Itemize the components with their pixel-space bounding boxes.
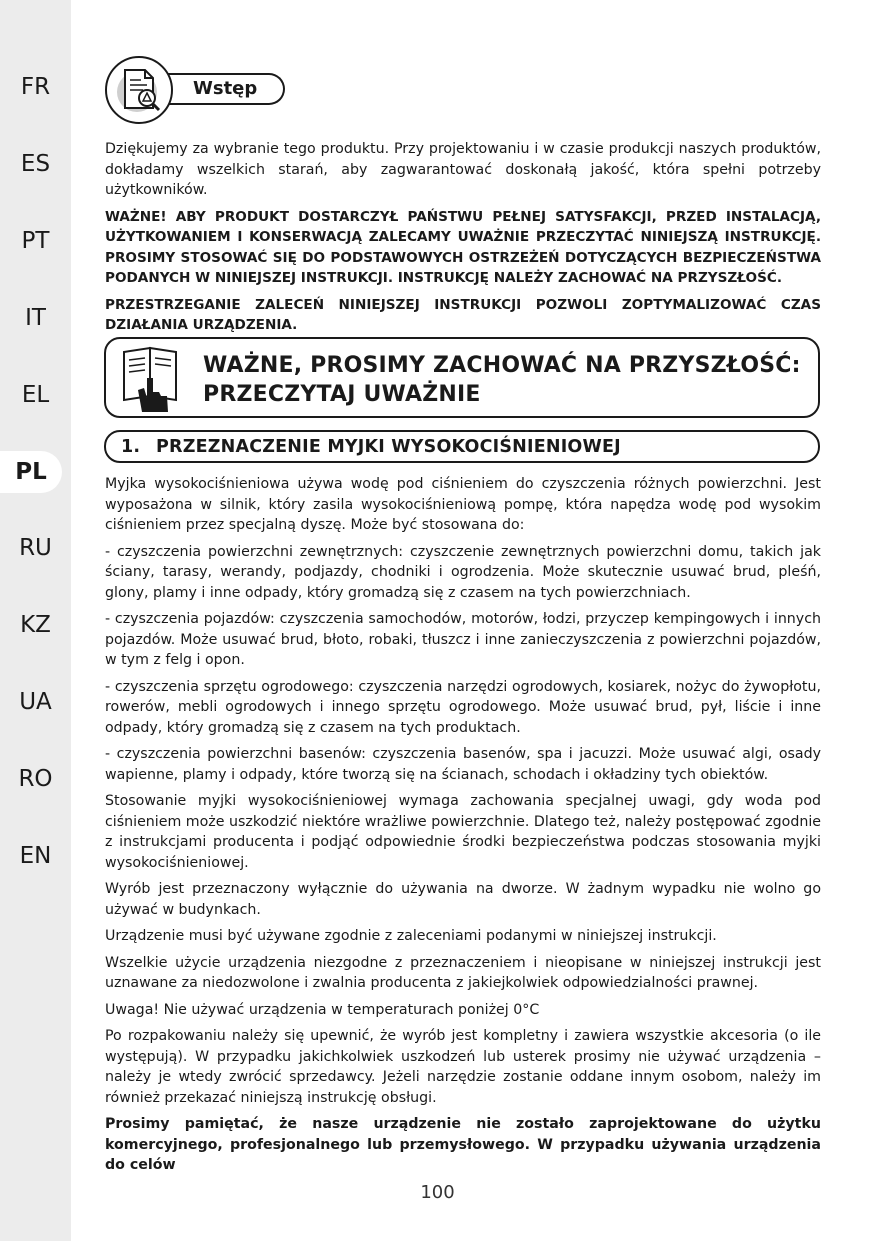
body-paragraph: Urządzenie musi być używane zgodnie z zaleceniami podanymi w niniejszej instrukcji. [105,928,717,944]
body-paragraph: - czyszczenia pojazdów: czyszczenia samochodów, motorów, łodzi, przyczep kempingowych i innych pojazdów. Może usuwać brud, błoto, robaki, tłuszcz i inne zanieczyszczenia z powierzchni pojazdów, w tym z felg i opon. [105,611,821,668]
section-number: 1. [121,437,141,457]
lang-pt[interactable]: PT [21,228,50,254]
body-paragraph: Wyrób jest przeznaczony wyłącznie do używania na dworze. W żadnym wypadku nie wolno go używać w budynkach. [105,881,821,918]
lang-pl-active[interactable]: PL [0,451,62,493]
lang-fr[interactable]: FR [20,74,51,100]
intro-important: WAŻNE! ABY PRODUKT DOSTARCZYŁ PAŃSTWU PEŁNEJ SATYSFAKCJI, PRZED INSTALACJĄ, UŻYTKOWANIEM I KONSERWACJĄ ZALECAMY UWAŻNIE PRZECZYTAĆ NINIEJSZĄ INSTRUKCJĘ. PROSIMY STOSOWAĆ SIĘ DO PODSTAWOWYCH OSTRZEŻEŃ DOTYCZĄCYCH BEZPIECZEŃSTWA PODANYCH W NINIEJSZEJ INSTRUKCJI. INSTRUKCJĘ NALEŻY ZACHOWAĆ NA PRZYSZŁOŚĆ. [105,208,821,286]
warning-line-1: WAŻNE, PROSIMY ZACHOWAĆ NA PRZYSZŁOŚĆ: [203,353,801,378]
read-carefully-box [104,337,820,418]
section-title-text: PRZEZNACZENIE MYJKI WYSOKOCIŚNIENIOWEJ [156,437,621,457]
intro-label: Wstęp [193,78,258,99]
lang-kz[interactable]: KZ [20,612,51,638]
lang-ua[interactable]: UA [19,689,52,715]
lang-ru[interactable]: RU [19,535,52,561]
body-paragraph: - czyszczenia powierzchni zewnętrznych: czyszczenie zewnętrznych powierzchni domu, takich jak ściany, tarasy, werandy, podjazdy, chodniki i ogrodzenia. Może skutecznie usuwać brud, pleśń, glony, plamy i inne odpady, który gromadzą się z czasem na tych powierzchniach. [105,543,821,601]
lang-ro[interactable]: RO [18,766,53,792]
read-manual-icon [120,342,186,418]
section-title [121,437,621,457]
commercial-use-note: Prosimy pamiętać, że nasze urządzenie nie zostało zaprojektowane do użytku komercyjnego, profesjonalnego lub przemysłowego. W przypadku używania urządzenia do celów [105,1116,821,1173]
page-number: 100 [420,1182,455,1203]
body-paragraph: - czyszczenia powierzchni basenów: czyszczenia basenów, spa i jacuzzi. Może usuwać algi, osady wapienne, plamy i odpady, które tworzą się na ścianach, schodach i okładziny tych obiektów. [105,746,821,783]
body-paragraph: - czyszczenia sprzętu ogrodowego: czyszczenia narzędzi ogrodowych, kosiarek, nożyc do żywopłotu, rowerów, mebli ogrodowych i innego sprzętu ogrodowego. Może usuwać brud, pył, liście i inne odpady, który gromadzą się z czasem na tych produktach. [105,678,821,736]
intro-optimize: PRZESTRZEGANIE ZALECEŃ NINIEJSZEJ INSTRUKCJI POZWOLI ZOPTYMALIZOWAĆ CZAS DZIAŁANIA URZĄDZENIA. [105,296,821,333]
document-warning-icon [105,56,173,124]
read-carefully-title [203,351,801,409]
lang-en[interactable]: EN [19,843,52,869]
section-heading [104,430,820,463]
lang-el[interactable]: EL [21,382,50,408]
body-paragraph: Uwaga! Nie używać urządzenia w temperaturach poniżej 0°C [105,1001,540,1018]
intro-paragraph: Dziękujemy za wybranie tego produktu. Przy projektowaniu i w czasie produkcji naszych produktów, dokładamy wszelkich starań, aby zagwarantować doskonałą jakość, która spełni potrzeby użytkowników. [105,141,821,198]
lang-es[interactable]: ES [20,151,51,177]
body-paragraph: Myjka wysokociśnieniowa używa wodę pod ciśnieniem do czyszczenia różnych powierzchni. Jest wyposażona w silnik, który zasila wysokociśnieniową pompę, która napędza wodę pod wysokim ciśnieniem przez specjalną dyszę. Może być stosowana do: [105,476,821,533]
body-paragraph: Wszelkie użycie urządzenia niezgodne z przeznaczeniem i nieopisane w niniejszej instrukcji jest uznawane za niedozwolone i zwalnia producenta z jakiejkolwiek odpowiedzialności prawnej. [105,954,821,991]
warning-line-2: PRZECZYTAJ UWAŻNIE [203,382,481,407]
body-paragraph: Stosowanie myjki wysokociśnieniowej wymaga zachowania specjalnej uwagi, gdy woda pod ciśnieniem może uszkodzić niektóre wrażliwe powierzchnie. Dlatego też, należy postępować zgodnie z instrukcjami producenta i podjąć odpowiednie środki bezpieczeństwa podczas stosowania myjki wysokociśnieniowej. [105,793,821,871]
language-sidebar [0,0,71,1241]
body-paragraph: Po rozpakowaniu należy się upewnić, że wyrób jest kompletny i zawiera wszystkie akcesoria (o ile występują). W przypadku jakichkolwiek uszkodzeń lub usterek prosimy nie używać urządzenia – należy je wtedy zwrócić sprzedawcy. Jeżeli narzędzie zostanie oddane innym osobom, należy im również przekazać niniejszą instrukcję obsługi. [105,1028,821,1106]
lang-it[interactable]: IT [25,305,46,331]
intro-text [105,139,821,342]
section-body [105,474,821,1182]
